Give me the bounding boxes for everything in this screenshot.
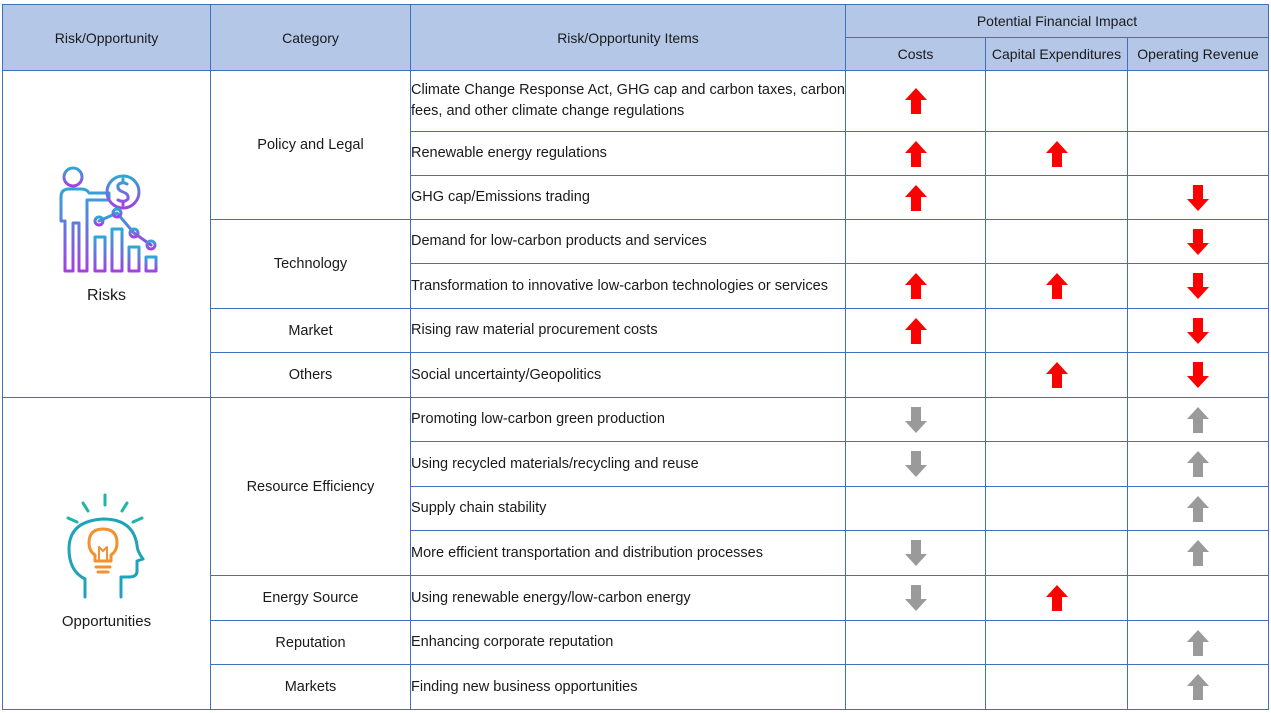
table-row	[3, 71, 1269, 132]
category-cell: Resource Efficiency	[211, 398, 411, 576]
risks-group-cell	[3, 71, 211, 398]
costs-cell	[846, 309, 986, 353]
item-cell: Demand for low-carbon products and services	[411, 220, 846, 264]
capex-cell	[986, 264, 1128, 309]
costs-cell	[846, 220, 986, 264]
capex-cell	[986, 176, 1128, 220]
revenue-cell	[1128, 220, 1269, 264]
revenue-cell	[1128, 132, 1269, 176]
category-cell: Technology	[211, 220, 411, 309]
capex-cell	[986, 621, 1128, 665]
item-cell: GHG cap/Emissions trading	[411, 176, 846, 220]
item-cell: Rising raw material procurement costs	[411, 309, 846, 353]
arrow-down-icon	[905, 585, 927, 611]
header-costs: Costs	[846, 38, 986, 71]
arrow-down-icon	[1187, 318, 1209, 344]
revenue-cell	[1128, 353, 1269, 398]
arrow-up-icon	[905, 273, 927, 299]
revenue-cell	[1128, 531, 1269, 576]
revenue-cell	[1128, 487, 1269, 531]
category-cell: Others	[211, 353, 411, 398]
arrow-up-icon	[1187, 630, 1209, 656]
costs-cell	[846, 576, 986, 621]
arrow-up-icon	[1046, 362, 1068, 388]
item-cell: Climate Change Response Act, GHG cap and carbon taxes, carbon fees, and other climate change regulations	[411, 71, 846, 132]
category-cell: Market	[211, 309, 411, 353]
arrow-up-icon	[1046, 585, 1068, 611]
arrow-down-icon	[1187, 229, 1209, 255]
capex-cell	[986, 531, 1128, 576]
arrow-down-icon	[905, 407, 927, 433]
opportunities-label: Opportunities	[61, 613, 152, 630]
revenue-cell	[1128, 264, 1269, 309]
revenue-cell	[1128, 176, 1269, 220]
capex-cell	[986, 220, 1128, 264]
category-cell: Reputation	[211, 621, 411, 665]
capex-cell	[986, 442, 1128, 487]
arrow-up-icon	[1046, 273, 1068, 299]
item-cell: Using renewable energy/low-carbon energy	[411, 576, 846, 621]
revenue-cell	[1128, 621, 1269, 665]
presenter-finance-chart-icon	[51, 163, 163, 279]
header-revenue: Operating Revenue	[1128, 38, 1269, 71]
capex-cell	[986, 487, 1128, 531]
capex-cell	[986, 398, 1128, 442]
arrow-down-icon	[1187, 185, 1209, 211]
costs-cell	[846, 442, 986, 487]
category-cell: Energy Source	[211, 576, 411, 621]
costs-cell	[846, 353, 986, 398]
table-row	[3, 398, 1269, 442]
capex-cell	[986, 132, 1128, 176]
arrow-down-icon	[905, 540, 927, 566]
item-cell: More efficient transportation and distribution processes	[411, 531, 846, 576]
arrow-up-icon	[905, 185, 927, 211]
capex-cell	[986, 309, 1128, 353]
costs-cell	[846, 264, 986, 309]
header-capex: Capital Expenditures	[986, 38, 1128, 71]
capex-cell	[986, 665, 1128, 710]
costs-cell	[846, 176, 986, 220]
costs-cell	[846, 531, 986, 576]
costs-cell	[846, 665, 986, 710]
arrow-up-icon	[1046, 141, 1068, 167]
item-cell: Renewable energy regulations	[411, 132, 846, 176]
capex-cell	[986, 71, 1128, 132]
arrow-up-icon	[1187, 451, 1209, 477]
capex-cell	[986, 353, 1128, 398]
arrow-up-icon	[1187, 407, 1209, 433]
item-cell: Finding new business opportunities	[411, 665, 846, 710]
item-cell: Promoting low-carbon green production	[411, 398, 846, 442]
item-cell: Transformation to innovative low-carbon technologies or services	[411, 264, 846, 309]
category-cell: Policy and Legal	[211, 71, 411, 220]
arrow-up-icon	[905, 88, 927, 114]
arrow-up-icon	[1187, 540, 1209, 566]
capex-cell	[986, 576, 1128, 621]
head-lightbulb-icon	[59, 491, 155, 605]
revenue-cell	[1128, 576, 1269, 621]
category-cell: Markets	[211, 665, 411, 710]
header-risk-opportunity: Risk/Opportunity	[3, 5, 211, 71]
revenue-cell	[1128, 665, 1269, 710]
revenue-cell	[1128, 398, 1269, 442]
arrow-up-icon	[1187, 496, 1209, 522]
revenue-cell	[1128, 309, 1269, 353]
arrow-up-icon	[905, 141, 927, 167]
item-cell: Enhancing corporate reputation	[411, 621, 846, 665]
item-cell: Using recycled materials/recycling and reuse	[411, 442, 846, 487]
arrow-down-icon	[1187, 273, 1209, 299]
arrow-down-icon	[1187, 362, 1209, 388]
item-cell: Social uncertainty/Geopolitics	[411, 353, 846, 398]
arrow-down-icon	[905, 451, 927, 477]
risks-label: Risks	[86, 287, 127, 304]
item-cell: Supply chain stability	[411, 487, 846, 531]
header-category: Category	[211, 5, 411, 71]
arrow-up-icon	[1187, 674, 1209, 700]
arrow-up-icon	[905, 318, 927, 344]
revenue-cell	[1128, 71, 1269, 132]
header-potential-financial-impact: Potential Financial Impact	[846, 5, 1269, 38]
costs-cell	[846, 487, 986, 531]
costs-cell	[846, 132, 986, 176]
revenue-cell	[1128, 442, 1269, 487]
costs-cell	[846, 71, 986, 132]
financial-impact-table	[2, 4, 1269, 710]
opportunities-group-cell	[3, 398, 211, 710]
header-items: Risk/Opportunity Items	[411, 5, 846, 71]
costs-cell	[846, 398, 986, 442]
costs-cell	[846, 621, 986, 665]
